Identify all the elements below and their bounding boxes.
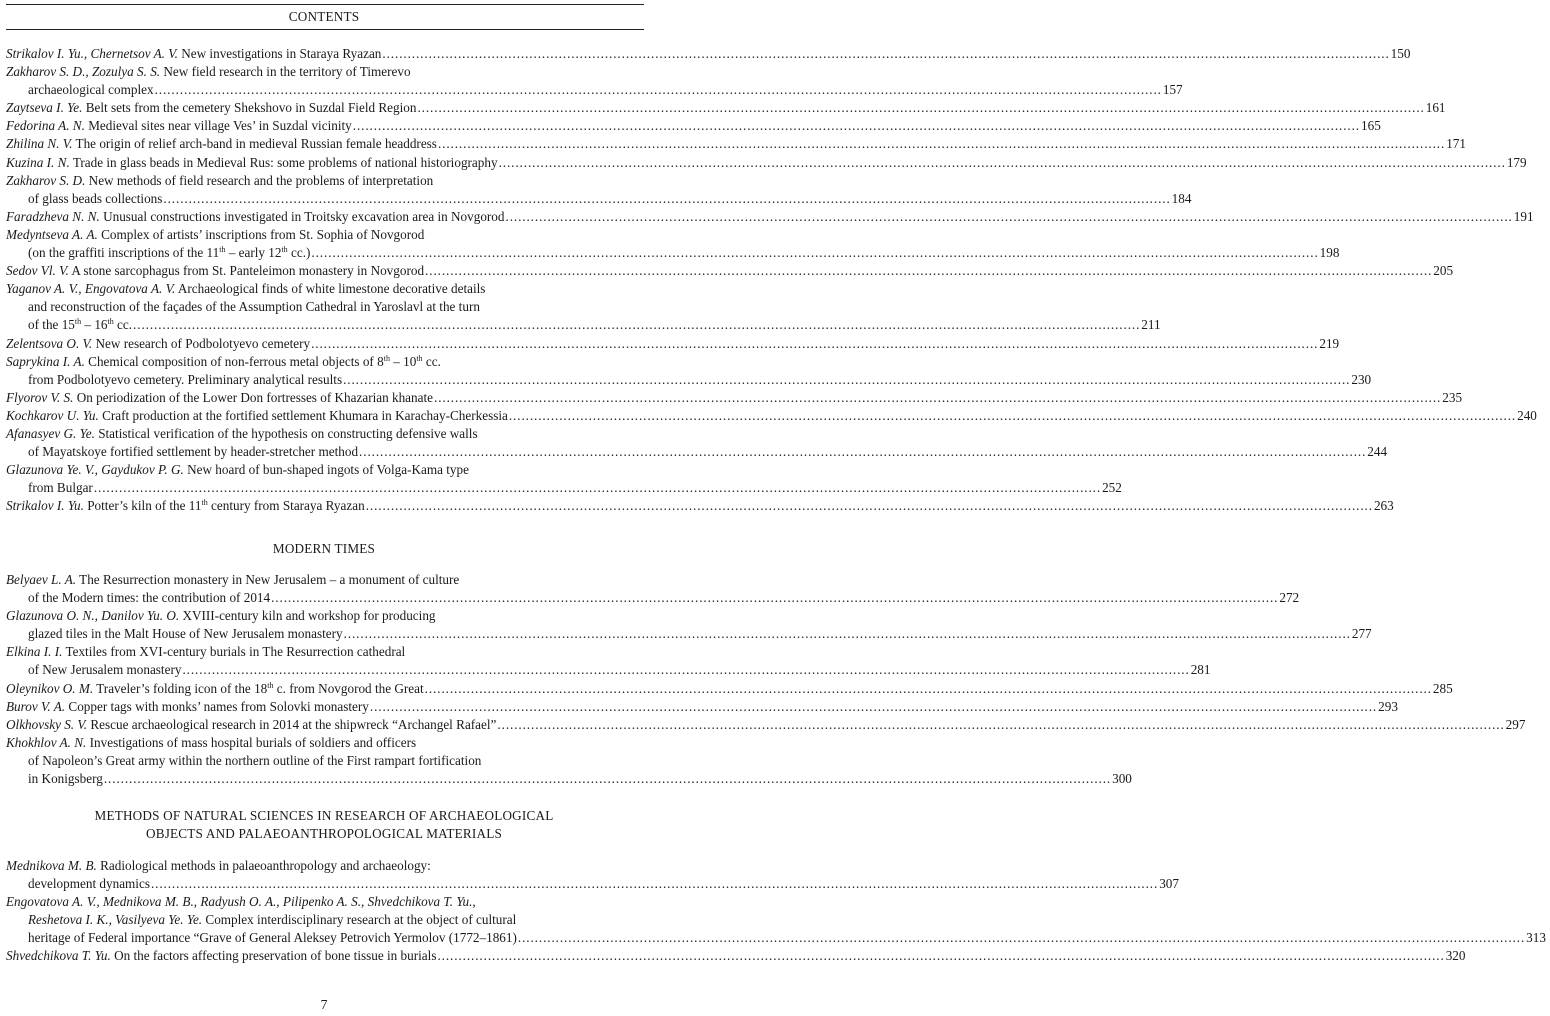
- entry-page-number: 297: [1505, 716, 1526, 732]
- entry-text: [6, 735, 416, 750]
- entry-title: Belt sets from the cemetery Shekshovo in Suzdal Field Region: [85, 100, 417, 116]
- toc-entry: [0, 461, 1122, 497]
- toc-entry: [0, 280, 1161, 334]
- entry-text: [6, 698, 369, 716]
- entry-author: Strikalov I. Yu., Chernetsov A. V.: [6, 46, 178, 61]
- entry-text: [28, 661, 181, 679]
- entry-title: glazed tiles in the Malt House of New Jerusalem monastery: [28, 626, 343, 642]
- toc-entry: [0, 857, 1179, 893]
- entry-text: [6, 173, 433, 188]
- leader-dots: [518, 929, 1525, 947]
- toc-entry: [0, 154, 1527, 172]
- toc-line: [0, 770, 1132, 788]
- leader-dots: [353, 117, 1360, 135]
- entry-title: On periodization of the Lower Don fortresses of Khazarian khanate: [76, 389, 433, 405]
- entry-page-number: 211: [1141, 317, 1161, 333]
- toc-entry: [0, 262, 1454, 280]
- leader-dots: [343, 371, 1350, 389]
- toc-line: [0, 172, 648, 190]
- toc-entry: [0, 135, 1466, 153]
- entry-page-number: 293: [1378, 698, 1398, 714]
- leader-dots: [382, 45, 1389, 63]
- entry-author: Khokhlov A. N.: [6, 734, 87, 750]
- toc-line: [0, 698, 1398, 716]
- toc-entry: [0, 716, 1526, 734]
- entry-page-number: 157: [1162, 82, 1183, 98]
- entry-title: heritage of Federal importance “Grave of General Aleksey Petrovich Yermolov (1772–1861): [28, 930, 517, 946]
- entry-title: Rescue archaeological research in 2014 at the shipwreck “Archangel Rafael”: [90, 716, 497, 732]
- entry-title: Traveler’s folding icon of the 18th c. from Novgorod the Great: [96, 680, 424, 696]
- toc-line: [0, 875, 1179, 893]
- entry-author: Kuzina I. N.: [6, 154, 70, 170]
- entry-author: Belyaev L. A.: [6, 572, 77, 587]
- toc-line: [0, 389, 1463, 407]
- entry-author: Flyorov V. S.: [6, 389, 74, 405]
- toc-line: [0, 947, 1466, 965]
- toc-line: [0, 571, 648, 589]
- entry-text: [28, 770, 103, 788]
- toc-entry: [0, 99, 1446, 117]
- toc-line: [0, 643, 648, 661]
- toc-line: [0, 680, 1453, 698]
- entry-title: of Napoleon’s Great army within the northern outline of the First rampart fortification: [28, 752, 482, 768]
- entry-title: Complex of artists’ inscriptions from St. Sophia of Novgorod: [101, 226, 425, 242]
- toc-entry: [0, 893, 1546, 947]
- toc-line: [0, 734, 648, 752]
- entry-page-number: 161: [1425, 100, 1446, 116]
- toc-entry: [0, 353, 1372, 389]
- entry-author: Reshetova I. K., Vasilyeva Ye. Ye.: [28, 912, 203, 928]
- entry-author: Sedov Vl. V.: [6, 263, 69, 279]
- entry-author: Saprykina I. A.: [6, 353, 85, 369]
- toc-line: [0, 661, 1211, 679]
- entry-author: Strikalov I. Yu.: [6, 498, 84, 514]
- entry-text: [6, 335, 310, 353]
- leader-dots: [271, 589, 1278, 607]
- entry-title: Trade in glass beads in Medieval Rus: some problems of national historiography: [72, 154, 498, 170]
- toc-line: [0, 497, 1394, 515]
- heading-rule: [6, 29, 644, 30]
- toc-line: [0, 154, 1527, 172]
- toc-entry: [0, 389, 1463, 407]
- entry-text: [6, 497, 365, 515]
- entry-author: Olkhovsky S. V.: [6, 716, 88, 732]
- entry-author: Faradzheva N. N.: [6, 208, 100, 224]
- entry-author: Zakharov S. D., Zozulya S. S.: [6, 64, 161, 80]
- leader-dots: [497, 716, 1504, 734]
- entry-title: from Podbolotyevo cemetery. Preliminary analytical results: [28, 371, 343, 387]
- leader-dots: [94, 479, 1101, 497]
- entry-text: [6, 894, 476, 909]
- entry-title: archaeological complex: [28, 82, 154, 98]
- toc-entry: [0, 63, 1183, 99]
- toc-line: [0, 99, 1446, 117]
- toc-line: [0, 280, 648, 298]
- entry-title: New hoard of bun-shaped ingots of Volga-Kama type: [187, 462, 469, 478]
- entry-text: [6, 947, 436, 965]
- toc-line: [0, 316, 1161, 334]
- leader-dots: [417, 99, 1424, 117]
- entry-page-number: 205: [1433, 263, 1454, 279]
- section-heading-natural-sciences-line2: OBJECTS AND PALAEOANTHROPOLOGICAL MATERIALS: [145, 826, 502, 841]
- entry-page-number: 165: [1361, 118, 1381, 134]
- entry-page-number: 171: [1446, 136, 1466, 152]
- entry-text: [28, 299, 480, 314]
- entry-title: New research of Podbolotyevo cemetery: [95, 335, 311, 351]
- entry-text: [28, 371, 342, 389]
- entry-text: [6, 135, 437, 153]
- entry-title: of Mayatskoye fortified settlement by header-stretcher method: [28, 444, 359, 460]
- entry-text: [6, 644, 405, 659]
- leader-dots: [366, 497, 1373, 515]
- entry-text: [6, 680, 424, 698]
- entry-text: [6, 99, 416, 117]
- entry-text: [6, 608, 436, 623]
- entry-text: [28, 443, 358, 461]
- entry-page-number: 230: [1351, 371, 1372, 387]
- section-heading-modern-times: MODERN TIMES: [272, 541, 376, 556]
- toc-entry: [0, 208, 1534, 226]
- toc-line: [0, 752, 648, 770]
- entry-text: [6, 45, 381, 63]
- entry-title: A stone sarcophagus from St. Panteleimon monastery in Novgorod: [71, 263, 425, 279]
- entry-page-number: 235: [1442, 389, 1463, 405]
- entry-author: Zhilina N. V.: [6, 136, 73, 152]
- entry-author: Shvedchikova T. Yu.: [6, 948, 111, 964]
- leader-dots: [370, 698, 1377, 716]
- entry-title: development dynamics: [28, 876, 150, 892]
- leader-dots: [344, 625, 1351, 643]
- toc-line: [0, 407, 1537, 425]
- toc-entry: [0, 425, 1388, 461]
- entry-title: Radiological methods in palaeoanthropology and archaeology:: [100, 858, 431, 873]
- toc-line: [0, 335, 1340, 353]
- toc-entry: [0, 335, 1340, 353]
- entry-title: of New Jerusalem monastery: [28, 662, 182, 678]
- entry-page-number: 277: [1351, 626, 1372, 642]
- toc-line: [0, 911, 648, 929]
- toc-line: [0, 45, 1411, 63]
- entry-text: [28, 479, 93, 497]
- entry-title: New field research in the territory of Timerevo: [163, 64, 411, 80]
- leader-dots: [438, 135, 1445, 153]
- toc-line: [0, 135, 1466, 153]
- entry-author: Burov V. A.: [6, 698, 66, 714]
- entry-title: On the factors affecting preservation of bone tissue in burials: [114, 948, 437, 964]
- leader-dots: [311, 244, 1318, 262]
- entry-title: Unusual constructions investigated in Troitsky excavation area in Novgorod: [103, 208, 505, 224]
- entry-text: [6, 389, 433, 407]
- leader-dots: [425, 680, 1432, 698]
- entry-title: Textiles from XVI-century burials in The Resurrection cathedral: [65, 644, 406, 660]
- entry-author: Engovatova A. V., Mednikova M. B., Radyush O. A., Pilipenko A. S., Shvedchikova T. Yu.,: [6, 894, 476, 910]
- toc-line: [0, 226, 648, 244]
- toc-line: [0, 443, 1388, 461]
- toc-line: [0, 929, 1546, 947]
- toc-line: [0, 625, 1372, 643]
- toc-line: [0, 893, 648, 911]
- entry-author: Glazunova Ye. V., Gaydukov P. G.: [6, 462, 184, 478]
- entry-page-number: 150: [1390, 46, 1411, 61]
- toc-line: [0, 117, 1381, 135]
- leader-dots: [434, 389, 1441, 407]
- section-natural-sciences: [0, 857, 1546, 966]
- entry-title: The Resurrection monastery in New Jerusalem – a monument of culture: [79, 572, 460, 587]
- leader-dots: [359, 443, 1366, 461]
- entry-text: [28, 190, 162, 208]
- entry-text: [6, 858, 431, 873]
- toc-line: [0, 461, 648, 479]
- entry-text: [6, 154, 498, 172]
- entry-text: [28, 929, 517, 947]
- leader-dots: [437, 947, 1444, 965]
- entry-text: [6, 407, 508, 425]
- entry-author: Zaytseva I. Ye.: [6, 100, 83, 116]
- entry-page-number: 300: [1112, 771, 1132, 787]
- leader-dots: [506, 208, 1513, 226]
- entry-page-number: 240: [1517, 407, 1537, 423]
- entry-text: [6, 227, 424, 242]
- toc-entry: [0, 643, 1211, 679]
- entry-author: Zelentsova O. V.: [6, 335, 93, 351]
- entry-page-number: 281: [1190, 662, 1211, 678]
- entry-page-number: 252: [1102, 480, 1122, 496]
- entry-text: [6, 262, 424, 280]
- entry-page-number: 285: [1432, 680, 1453, 696]
- entry-title: in Konigsberg: [28, 771, 103, 787]
- top-rule: [6, 4, 644, 5]
- entry-text: [28, 625, 343, 643]
- entry-text: [6, 117, 352, 135]
- toc-line: [0, 262, 1454, 280]
- entry-title: Craft production at the fortified settlement Khumara in Karachay-Cherkessia: [102, 407, 508, 423]
- entry-title: and reconstruction of the façades of the Assumption Cathedral in Yaroslavl at the turn: [28, 299, 480, 315]
- entry-title: New methods of field research and the problems of interpretation: [88, 172, 434, 188]
- entry-page-number: 184: [1171, 190, 1192, 206]
- contents-heading: CONTENTS: [288, 9, 360, 24]
- entry-page-number: 320: [1445, 948, 1466, 964]
- entry-title: Statistical verification of the hypothesis on constructing defensive walls: [98, 425, 478, 441]
- toc-entry: [0, 226, 1340, 262]
- entry-title: of the Modern times: the contribution of 2014: [28, 590, 271, 606]
- section-archaeology: [0, 45, 1537, 515]
- toc-entry: [0, 734, 1132, 788]
- toc-line: [0, 298, 648, 316]
- entry-text: [28, 589, 270, 607]
- toc-line: [0, 371, 1372, 389]
- toc-line: [0, 63, 648, 81]
- entry-text: [6, 208, 505, 226]
- toc-entry: [0, 407, 1537, 425]
- toc-entry: [0, 172, 1192, 208]
- toc-line: [0, 479, 1122, 497]
- entry-title: Medieval sites near village Ves’ in Suzdal vicinity: [88, 118, 352, 134]
- entry-author: Elkina I. I.: [6, 644, 63, 660]
- entry-title: Chemical composition of non-ferrous metal objects of 8th – 10th cc.: [88, 353, 441, 369]
- entry-page-number: 191: [1513, 208, 1534, 224]
- toc-entry: [0, 45, 1411, 63]
- leader-dots: [182, 661, 1189, 679]
- entry-text: [28, 912, 516, 927]
- entry-title: Complex interdisciplinary research at the object of cultural: [205, 912, 517, 928]
- leader-dots: [311, 335, 1318, 353]
- page-number: 7: [320, 997, 328, 1012]
- entry-author: Fedorina A. N.: [6, 118, 85, 134]
- leader-dots: [499, 154, 1506, 172]
- entry-text: [28, 316, 132, 334]
- toc-line: [0, 244, 1340, 262]
- entry-author: Afanasyev G. Ye.: [6, 425, 95, 441]
- entry-title: New investigations in Staraya Ryazan: [181, 46, 382, 61]
- entry-title: (on the graffiti inscriptions of the 11th – early 12th cc.): [28, 245, 311, 261]
- entry-text: [6, 281, 485, 296]
- entry-text: [6, 716, 496, 734]
- toc-line: [0, 607, 648, 625]
- section-heading-natural-sciences-line1: METHODS OF NATURAL SCIENCES IN RESEARCH OF ARCHAEOLOGICAL: [94, 808, 554, 823]
- entry-author: Glazunova O. N., Danilov Yu. O.: [6, 608, 180, 624]
- toc-line: [0, 190, 1192, 208]
- entry-author: Zakharov S. D.: [6, 172, 86, 188]
- entry-page-number: 313: [1526, 930, 1546, 946]
- toc-entry: [0, 607, 1372, 643]
- toc-line: [0, 857, 648, 875]
- toc-line: [0, 81, 1183, 99]
- entry-page-number: 272: [1279, 590, 1300, 606]
- entry-title: Potter’s kiln of the 11th century from Staraya Ryazan: [87, 498, 365, 514]
- toc-line: [0, 208, 1534, 226]
- toc-entry: [0, 571, 1300, 607]
- entry-page-number: 179: [1506, 154, 1527, 170]
- entry-text: [28, 244, 310, 262]
- entry-page-number: 219: [1319, 335, 1340, 351]
- entry-author: Medyntseva A. A.: [6, 226, 98, 242]
- toc-entry: [0, 698, 1398, 716]
- leader-dots: [509, 407, 1516, 425]
- leader-dots: [151, 875, 1158, 893]
- leader-dots: [163, 190, 1170, 208]
- entry-author: Oleynikov O. M.: [6, 680, 94, 696]
- toc-line: [0, 425, 648, 443]
- entry-author: Mednikova M. B.: [6, 858, 97, 873]
- toc-entry: [0, 680, 1453, 698]
- entry-text: [6, 462, 469, 477]
- toc-entry: [0, 947, 1466, 965]
- entry-title: Investigations of mass hospital burials of soldiers and officers: [89, 734, 417, 750]
- toc-line: [0, 716, 1526, 734]
- section-modern-times: [0, 571, 1526, 788]
- toc-line: [0, 589, 1300, 607]
- leader-dots: [133, 316, 1140, 334]
- entry-page-number: 307: [1159, 876, 1179, 892]
- entry-text: [6, 354, 441, 369]
- toc-entry: [0, 117, 1381, 135]
- entry-text: [28, 81, 154, 99]
- entry-text: [28, 753, 481, 768]
- entry-text: [28, 875, 150, 893]
- entry-text: [6, 64, 411, 79]
- entry-title: from Bulgar: [28, 480, 93, 496]
- entry-title: of glass beads collections: [28, 190, 163, 206]
- leader-dots: [155, 81, 1162, 99]
- entry-title: Archaeological finds of white limestone decorative details: [177, 281, 486, 297]
- entry-page-number: 198: [1319, 245, 1340, 261]
- entry-title: The origin of relief arch-band in medieval Russian female headdress: [75, 136, 437, 152]
- toc-entry: [0, 497, 1394, 515]
- entry-title: Copper tags with monks’ names from Solovki monastery: [68, 698, 369, 714]
- entry-text: [6, 572, 459, 587]
- entry-page-number: 244: [1367, 444, 1388, 460]
- entry-title: of the 15th – 16th cc.: [28, 317, 133, 333]
- entry-title: XVIII-century kiln and workshop for producing: [182, 608, 436, 624]
- entry-author: Yaganov A. V., Engovatova A. V.: [6, 281, 176, 297]
- entry-page-number: 263: [1373, 498, 1394, 514]
- entry-text: [6, 426, 478, 441]
- entry-author: Kochkarov U. Yu.: [6, 407, 99, 423]
- leader-dots: [104, 770, 1111, 788]
- toc-line: [0, 353, 648, 371]
- leader-dots: [425, 262, 1432, 280]
